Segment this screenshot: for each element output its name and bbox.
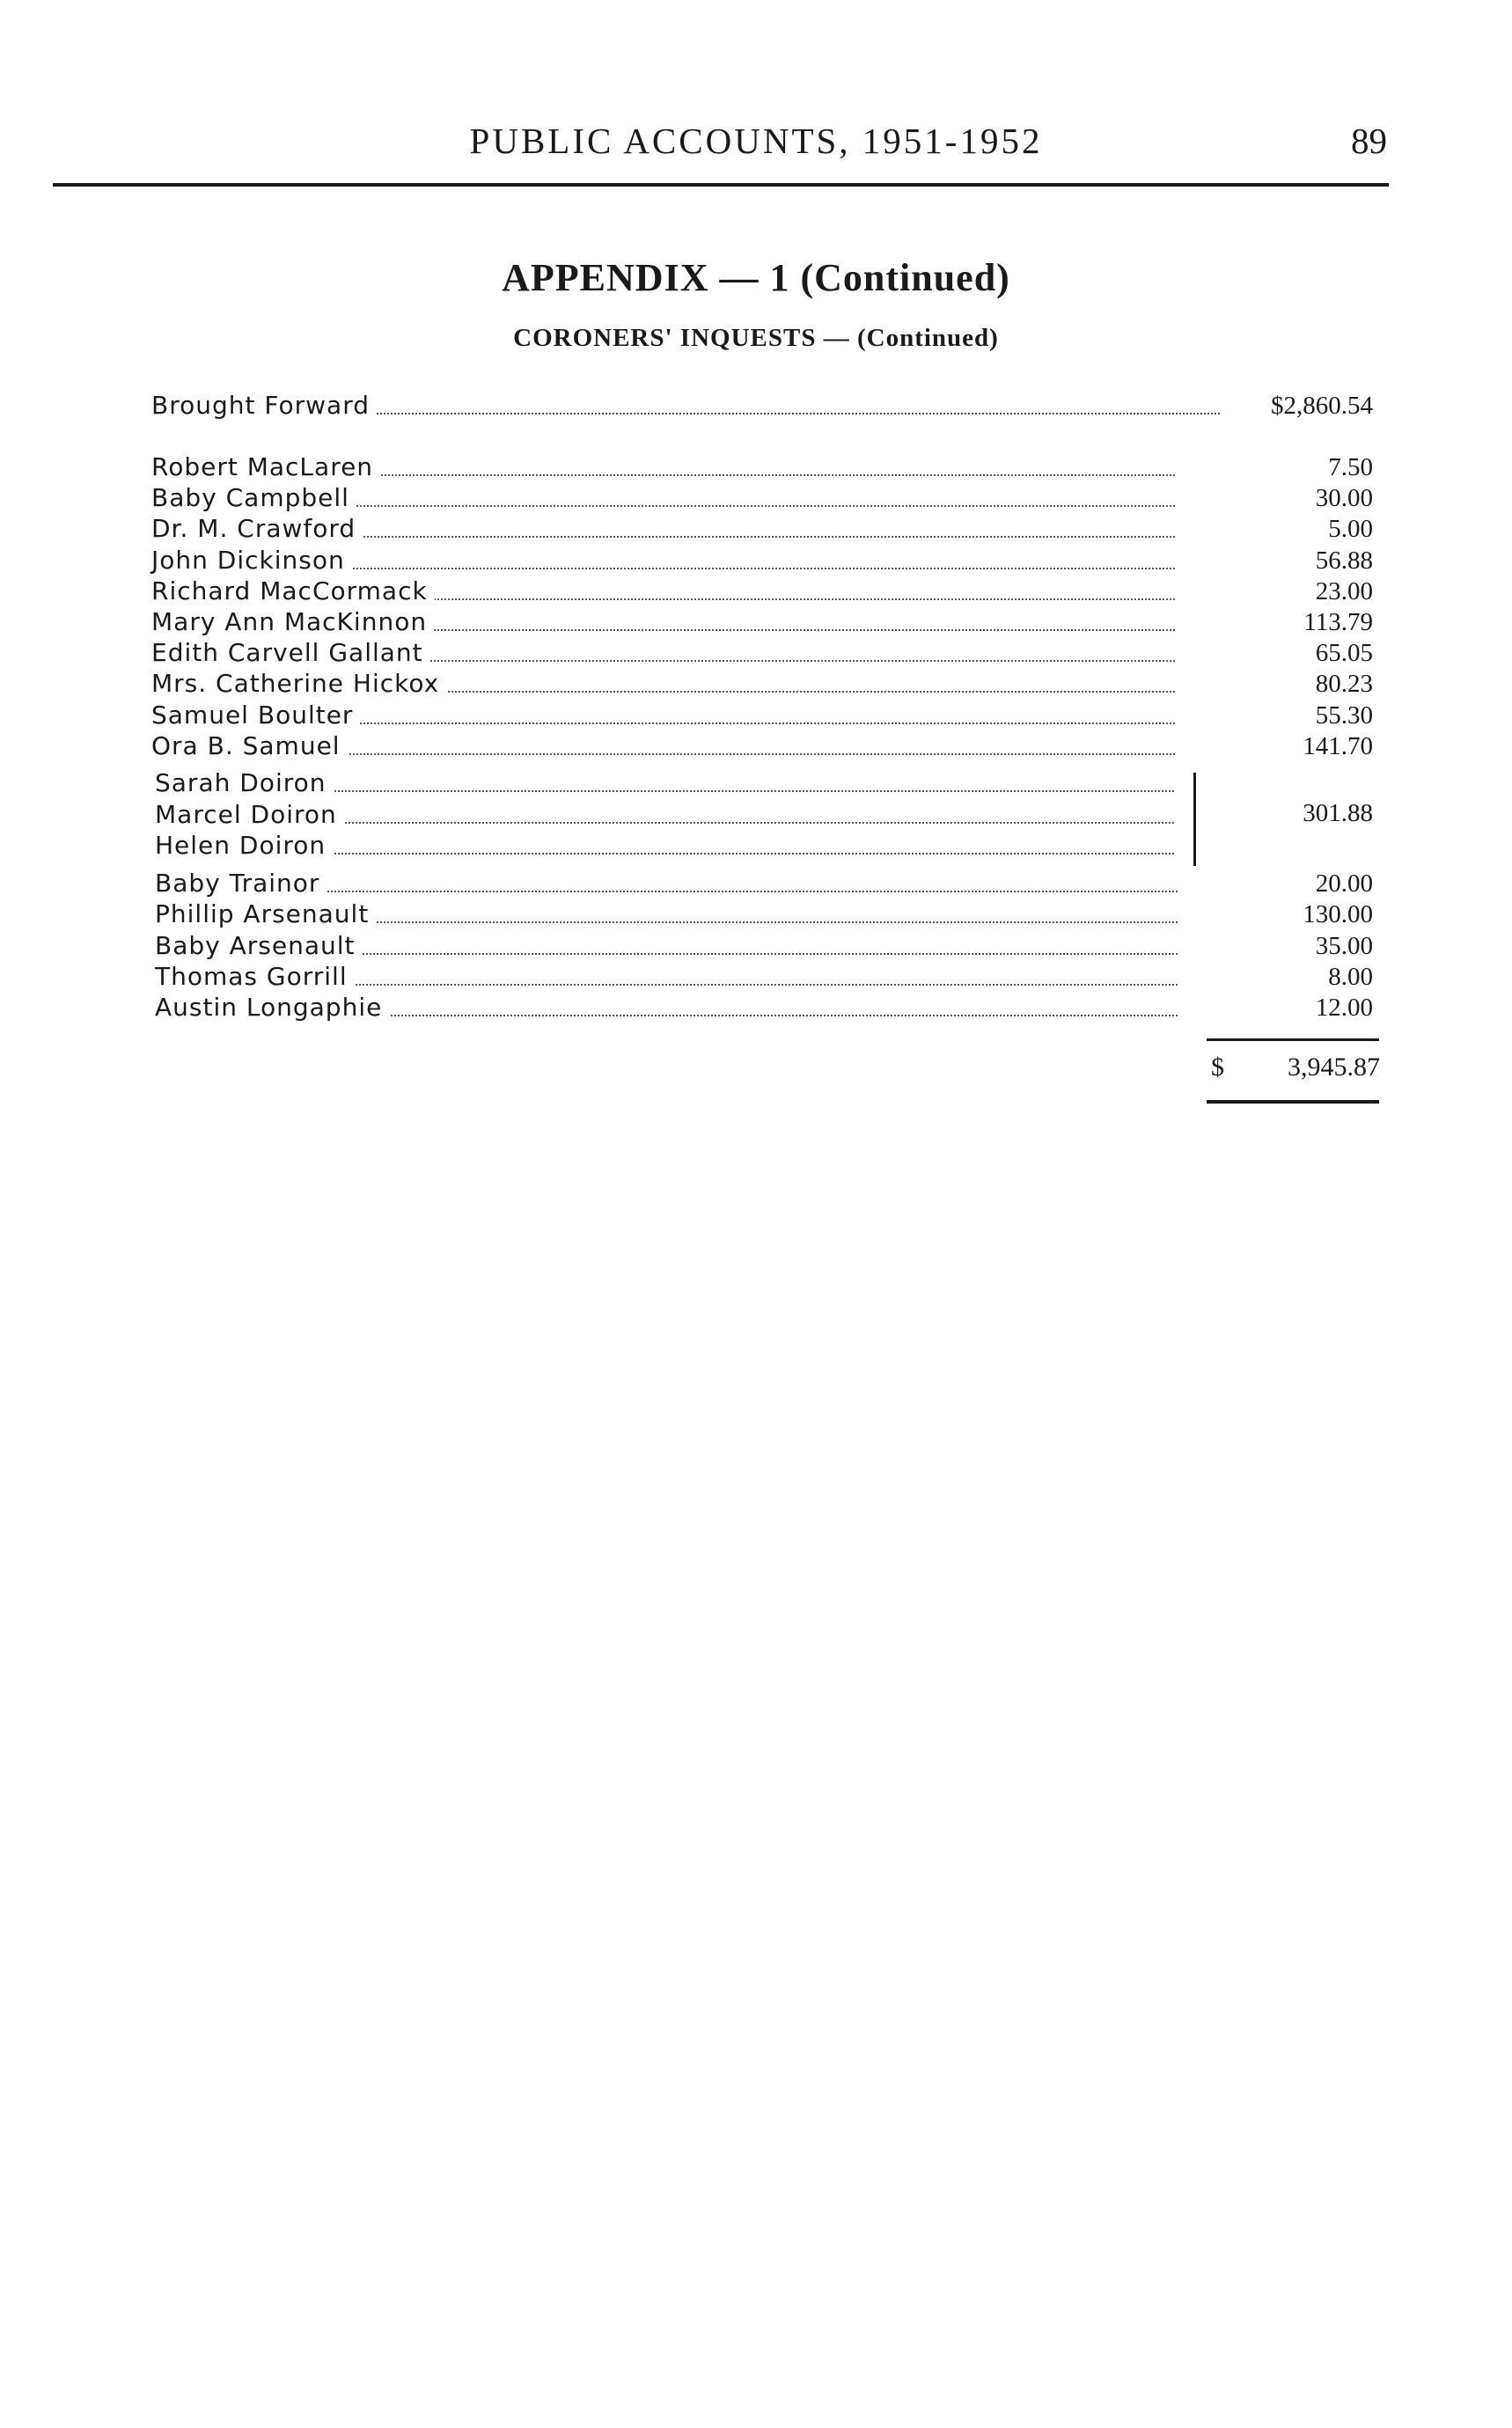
entry-amount: 5.00 [1328,515,1373,544]
entry-row [151,700,1175,731]
grouped-entry-row [155,830,1174,862]
entry-amount: 7.50 [1328,453,1373,481]
entry-row [151,451,1175,483]
header-rule [53,183,1389,187]
entry-row [151,513,1175,545]
entry-amount: 35.00 [1315,931,1373,960]
entry-row [151,730,1175,762]
entry-name: Mary Ann MacKinnon [151,607,434,636]
grouped-entry-name: Helen Doiron [155,831,333,860]
entry-name: Edith Carvell Gallant [151,638,430,667]
entry-amount: 12.00 [1315,994,1373,1023]
entry-row [151,545,1175,576]
appendix-title: APPENDIX — 1 (Continued) [502,256,1010,299]
entry-name: Baby Trainor [155,869,327,898]
entry-row [151,668,1175,700]
entry-row [151,606,1175,638]
entry-amount: 30.00 [1315,484,1373,513]
brought-forward-row [151,390,1220,422]
total-currency: $ [1211,1053,1224,1082]
section-title: CORONERS' INQUESTS — (Continued) [513,324,999,352]
entry-amount: 130.00 [1303,900,1373,929]
entry-name: Baby Arsenault [155,931,363,960]
entry-row [155,930,1178,962]
total-rule-bottom [1207,1100,1379,1104]
entry-name: Robert MacLaren [151,452,380,481]
entry-name: Baby Campbell [151,483,356,512]
entry-name: Samuel Boulter [151,701,360,730]
entry-row [151,637,1175,669]
entry-amount: 80.23 [1315,670,1373,699]
brought-forward-amount: $2,860.54 [1271,392,1373,420]
entry-row [151,576,1175,607]
entry-name: Thomas Gorrill [155,962,355,991]
page-number: 89 [1351,121,1387,161]
grouped-entry-name: Marcel Doiron [155,800,344,829]
entry-amount: 141.70 [1303,731,1373,760]
entry-amount: 55.30 [1315,701,1373,730]
entry-row [151,482,1175,514]
grouped-entry-row [155,767,1174,799]
entry-name: Phillip Arsenault [155,899,376,928]
entry-amount: 20.00 [1315,869,1373,898]
entry-amount: 8.00 [1328,962,1373,991]
total-rule-top [1207,1038,1379,1041]
grouped-entry-row [155,799,1174,831]
entry-row [155,961,1178,993]
brought-forward-label: Brought Forward [151,391,377,420]
entry-row [155,899,1178,930]
entry-amount: 23.00 [1315,576,1373,605]
entry-row [155,868,1178,899]
running-title: PUBLIC ACCOUNTS, 1951-1952 [469,121,1043,161]
entry-name: Ora B. Samuel [151,731,348,760]
entry-name: John Dickinson [151,546,352,575]
entry-amount: 56.88 [1315,546,1373,575]
group-brace [1193,773,1196,866]
grouped-entry-name: Sarah Doiron [155,768,334,797]
entry-name: Dr. M. Crawford [151,514,363,543]
entry-amount: 113.79 [1303,608,1373,636]
entry-amount: 65.05 [1315,639,1373,668]
entry-name: Richard MacCormack [151,576,435,605]
entry-row [155,992,1178,1023]
entry-name: Austin Longaphie [155,993,389,1022]
entry-name: Mrs. Catherine Hickox [151,669,446,698]
total-amount: 3,945.87 [1288,1053,1380,1082]
group-amount: 301.88 [1303,799,1373,827]
running-header [0,120,1512,172]
